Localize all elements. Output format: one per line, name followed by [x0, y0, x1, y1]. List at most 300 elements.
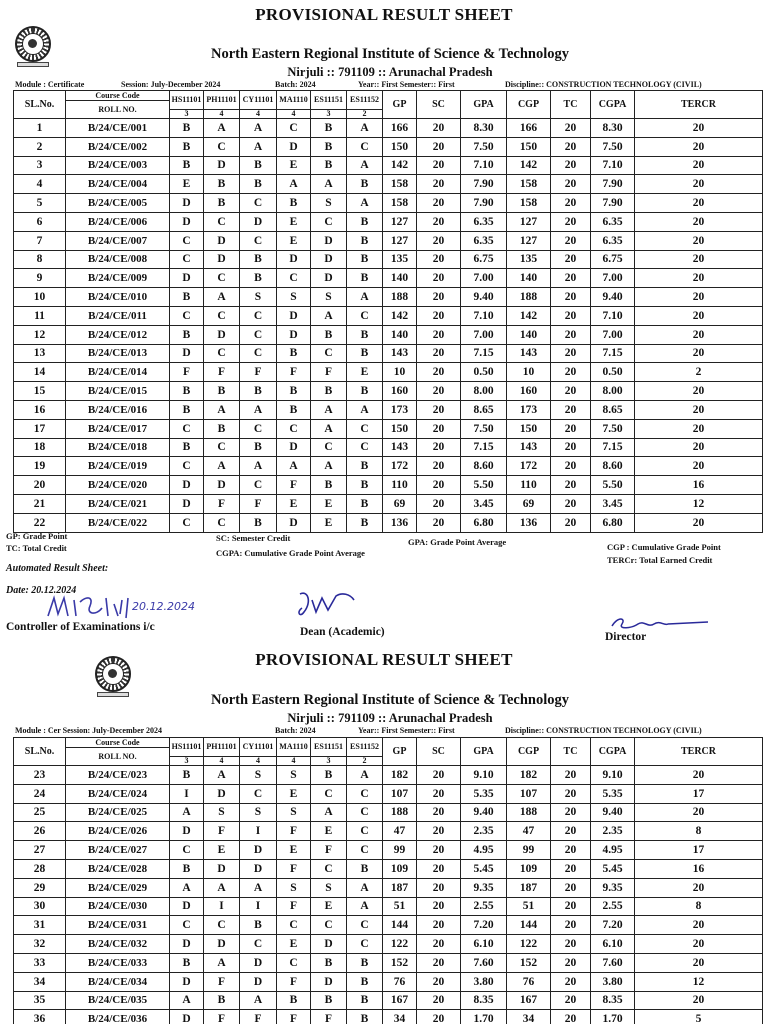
grade-ma1110: B — [277, 382, 311, 401]
gp-cell: 160 — [383, 382, 417, 401]
grade-hs11101: B — [170, 137, 204, 156]
tc-cell: 20 — [551, 972, 591, 991]
sc-header: SC — [417, 91, 461, 119]
table-row — [14, 878, 763, 897]
sc-cell: 20 — [417, 325, 461, 344]
legend-gpa: GPA: Grade Point Average — [408, 537, 507, 547]
course-code-ma1110: MA1110 — [277, 738, 311, 757]
tercr-cell: 16 — [635, 859, 763, 878]
grade-es11152: B — [347, 476, 383, 495]
sl-no-cell: 11 — [14, 306, 66, 325]
grade-hs11101: C — [170, 419, 204, 438]
grade-hs11101: E — [170, 175, 204, 194]
grade-cy11101: S — [240, 288, 277, 307]
discipline-label-2: Discipline:: CONSTRUCTION TECHNOLOGY (CIVIL) — [505, 726, 702, 735]
gpa-cell: 9.40 — [461, 288, 507, 307]
dean-label: Dean (Academic) — [300, 626, 385, 638]
gpa-cell: 7.90 — [461, 194, 507, 213]
sc-cell: 20 — [417, 344, 461, 363]
roll-no-cell: B/24/CE/011 — [66, 306, 170, 325]
gp-cell: 173 — [383, 400, 417, 419]
sl-no-cell: 29 — [14, 878, 66, 897]
cgpa-cell: 7.90 — [591, 194, 635, 213]
sl-no-cell: 17 — [14, 419, 66, 438]
cgp-header: CGP — [507, 91, 551, 119]
course-code-ma1110: MA1110 — [277, 91, 311, 110]
grade-es11152: B — [347, 494, 383, 513]
tercr-cell: 20 — [635, 991, 763, 1010]
cgp-cell: 127 — [507, 212, 551, 231]
grade-hs11101: D — [170, 1010, 204, 1024]
table-row — [14, 269, 763, 288]
table-row — [14, 859, 763, 878]
grade-ph11101: B — [204, 419, 240, 438]
gpa-cell: 9.40 — [461, 803, 507, 822]
grade-ph11101: D — [204, 784, 240, 803]
sl-no-cell: 20 — [14, 476, 66, 495]
course-code-ph11101: PH11101 — [204, 738, 240, 757]
tc-cell: 20 — [551, 137, 591, 156]
tc-cell: 20 — [551, 363, 591, 382]
grade-ph11101: B — [204, 175, 240, 194]
roll-no-cell: B/24/CE/014 — [66, 363, 170, 382]
sl-no-cell: 15 — [14, 382, 66, 401]
semester-label: Year:: First Semester:: First — [358, 80, 455, 89]
tc-cell: 20 — [551, 916, 591, 935]
tercr-cell: 12 — [635, 972, 763, 991]
gp-cell: 109 — [383, 859, 417, 878]
table-row — [14, 972, 763, 991]
roll-no-cell: B/24/CE/012 — [66, 325, 170, 344]
grade-hs11101: D — [170, 269, 204, 288]
sl-no-cell: 27 — [14, 841, 66, 860]
sl-no-cell: 22 — [14, 513, 66, 532]
grade-ph11101: C — [204, 212, 240, 231]
tercr-cell: 20 — [635, 119, 763, 138]
cgpa-cell: 7.50 — [591, 419, 635, 438]
grade-es11151: B — [311, 991, 347, 1010]
sc-cell: 20 — [417, 784, 461, 803]
gpa-cell: 7.15 — [461, 344, 507, 363]
gpa-cell: 8.60 — [461, 457, 507, 476]
grade-ma1110: D — [277, 325, 311, 344]
tercr-cell: 20 — [635, 325, 763, 344]
gp-cell: 158 — [383, 194, 417, 213]
cgp-cell: 187 — [507, 878, 551, 897]
gp-cell: 142 — [383, 156, 417, 175]
grade-es11151: C — [311, 916, 347, 935]
grade-ma1110: B — [277, 194, 311, 213]
grade-ph11101: A — [204, 288, 240, 307]
grade-ma1110: C — [277, 119, 311, 138]
gpa-cell: 7.15 — [461, 438, 507, 457]
tercr-cell: 20 — [635, 400, 763, 419]
grade-hs11101: I — [170, 784, 204, 803]
grade-hs11101: D — [170, 897, 204, 916]
director-label: Director — [605, 631, 647, 643]
grade-es11152: C — [347, 841, 383, 860]
tc-cell: 20 — [551, 156, 591, 175]
grade-es11152: C — [347, 935, 383, 954]
tercr-cell: 20 — [635, 438, 763, 457]
course-code-header: Course Code — [66, 91, 170, 101]
cgp-cell: 143 — [507, 438, 551, 457]
grade-ph11101: D — [204, 250, 240, 269]
grade-cy11101: B — [240, 382, 277, 401]
table-row — [14, 457, 763, 476]
sl-no-cell: 35 — [14, 991, 66, 1010]
grade-cy11101: B — [240, 513, 277, 532]
sl-no-cell: 30 — [14, 897, 66, 916]
tercr-cell: 20 — [635, 306, 763, 325]
tc-cell: 20 — [551, 991, 591, 1010]
sc-cell: 20 — [417, 766, 461, 785]
grade-es11151: B — [311, 156, 347, 175]
grade-es11152: A — [347, 400, 383, 419]
table-row — [14, 156, 763, 175]
sc-cell: 20 — [417, 935, 461, 954]
cgpa-cell: 7.20 — [591, 916, 635, 935]
grade-ma1110: F — [277, 822, 311, 841]
grade-cy11101: C — [240, 935, 277, 954]
grade-cy11101: C — [240, 231, 277, 250]
tercr-cell: 20 — [635, 212, 763, 231]
cgpa-cell: 7.00 — [591, 269, 635, 288]
table-row — [14, 306, 763, 325]
sc-cell: 20 — [417, 400, 461, 419]
tercr-cell: 20 — [635, 250, 763, 269]
gp-cell: 158 — [383, 175, 417, 194]
grade-cy11101: C — [240, 419, 277, 438]
cgpa-cell: 0.50 — [591, 363, 635, 382]
cgpa-cell: 6.10 — [591, 935, 635, 954]
cgp-cell: 140 — [507, 325, 551, 344]
legend-cgp: CGP : Cumulative Grade Point — [607, 542, 721, 552]
sl-no-cell: 10 — [14, 288, 66, 307]
sl-no-cell: 26 — [14, 822, 66, 841]
tc-cell: 20 — [551, 306, 591, 325]
cgp-cell: 34 — [507, 1010, 551, 1024]
tercr-cell: 20 — [635, 344, 763, 363]
gp-cell: 47 — [383, 822, 417, 841]
sc-cell: 20 — [417, 288, 461, 307]
sc-cell: 20 — [417, 438, 461, 457]
cgp-header: CGP — [507, 738, 551, 766]
grade-es11152: B — [347, 250, 383, 269]
discipline-label: Discipline:: CONSTRUCTION TECHNOLOGY (CIVIL) — [505, 80, 702, 89]
cgpa-cell: 7.00 — [591, 325, 635, 344]
gp-cell: 143 — [383, 438, 417, 457]
grade-ma1110: C — [277, 269, 311, 288]
grade-hs11101: B — [170, 766, 204, 785]
sc-cell: 20 — [417, 878, 461, 897]
roll-no-header: ROLL NO. — [66, 101, 170, 119]
grade-cy11101: C — [240, 306, 277, 325]
grade-es11152: B — [347, 953, 383, 972]
grade-es11152: B — [347, 325, 383, 344]
cgpa-cell: 9.40 — [591, 288, 635, 307]
grade-cy11101: D — [240, 841, 277, 860]
gpa-cell: 6.35 — [461, 231, 507, 250]
cgp-cell: 188 — [507, 288, 551, 307]
grade-hs11101: D — [170, 212, 204, 231]
institute-address: Nirjuli :: 791109 :: Arunachal Pradesh — [287, 65, 493, 79]
sc-cell: 20 — [417, 476, 461, 495]
grade-ph11101: C — [204, 269, 240, 288]
grade-cy11101: B — [240, 175, 277, 194]
grade-es11152: C — [347, 306, 383, 325]
cgpa-cell: 3.45 — [591, 494, 635, 513]
grade-hs11101: B — [170, 438, 204, 457]
grade-es11151: C — [311, 784, 347, 803]
tc-cell: 20 — [551, 438, 591, 457]
sc-cell: 20 — [417, 419, 461, 438]
roll-no-cell: B/24/CE/032 — [66, 935, 170, 954]
grade-ma1110: C — [277, 916, 311, 935]
grade-ph11101: C — [204, 438, 240, 457]
sl-no-cell: 16 — [14, 400, 66, 419]
grade-ma1110: B — [277, 344, 311, 363]
sl-no-cell: 33 — [14, 953, 66, 972]
course-code-es11151: ES11151 — [311, 738, 347, 757]
table-row — [14, 841, 763, 860]
tercr-header: TERCR — [635, 738, 763, 766]
grade-hs11101: D — [170, 476, 204, 495]
grade-ma1110: E — [277, 231, 311, 250]
roll-no-cell: B/24/CE/002 — [66, 137, 170, 156]
gpa-cell: 7.00 — [461, 269, 507, 288]
cgp-cell: 158 — [507, 194, 551, 213]
tc-cell: 20 — [551, 175, 591, 194]
cgpa-cell: 1.70 — [591, 1010, 635, 1024]
table-row — [14, 438, 763, 457]
grade-ph11101: B — [204, 991, 240, 1010]
table-row — [14, 231, 763, 250]
grade-es11151: A — [311, 306, 347, 325]
tercr-cell: 20 — [635, 288, 763, 307]
sc-cell: 20 — [417, 250, 461, 269]
grade-ma1110: S — [277, 766, 311, 785]
handwritten-date: 20.12.2024 — [132, 600, 195, 613]
cgp-cell: 140 — [507, 269, 551, 288]
grade-ma1110: A — [277, 175, 311, 194]
gpa-header: GPA — [461, 91, 507, 119]
grade-es11151: B — [311, 119, 347, 138]
sl-no-cell: 31 — [14, 916, 66, 935]
cgpa-cell: 6.35 — [591, 231, 635, 250]
grade-hs11101: A — [170, 878, 204, 897]
sl-no-cell: 13 — [14, 344, 66, 363]
gpa-cell: 7.10 — [461, 156, 507, 175]
cgp-cell: 143 — [507, 344, 551, 363]
roll-no-cell: B/24/CE/026 — [66, 822, 170, 841]
cgp-cell: 47 — [507, 822, 551, 841]
grade-cy11101: A — [240, 119, 277, 138]
grade-ph11101: A — [204, 878, 240, 897]
grade-es11152: E — [347, 363, 383, 382]
session-label: Session: July-December 2024 — [121, 80, 221, 89]
grade-ph11101: D — [204, 325, 240, 344]
gp-cell: 187 — [383, 878, 417, 897]
grade-hs11101: C — [170, 250, 204, 269]
tercr-cell: 17 — [635, 841, 763, 860]
grade-ma1110: F — [277, 1010, 311, 1024]
table-row — [14, 137, 763, 156]
grade-hs11101: B — [170, 400, 204, 419]
cgpa-cell: 2.35 — [591, 822, 635, 841]
cgp-cell: 109 — [507, 859, 551, 878]
roll-no-cell: B/24/CE/007 — [66, 231, 170, 250]
tc-cell: 20 — [551, 935, 591, 954]
sc-cell: 20 — [417, 803, 461, 822]
gpa-cell: 5.35 — [461, 784, 507, 803]
cgpa-cell: 6.80 — [591, 513, 635, 532]
grade-ma1110: S — [277, 803, 311, 822]
sc-cell: 20 — [417, 306, 461, 325]
gpa-cell: 8.65 — [461, 400, 507, 419]
grade-es11151: B — [311, 325, 347, 344]
grade-cy11101: A — [240, 878, 277, 897]
grade-es11151: F — [311, 1010, 347, 1024]
roll-no-cell: B/24/CE/006 — [66, 212, 170, 231]
course-code-es11152: ES11152 — [347, 91, 383, 110]
grade-es11151: F — [311, 841, 347, 860]
table-row — [14, 916, 763, 935]
cgpa-cell: 8.60 — [591, 457, 635, 476]
grade-hs11101: B — [170, 325, 204, 344]
tc-cell: 20 — [551, 953, 591, 972]
table-row — [14, 953, 763, 972]
table-row — [14, 363, 763, 382]
course-credit: 4 — [277, 757, 311, 766]
sc-cell: 20 — [417, 859, 461, 878]
grade-es11151: D — [311, 972, 347, 991]
table-row — [14, 935, 763, 954]
grade-hs11101: F — [170, 363, 204, 382]
tc-cell: 20 — [551, 513, 591, 532]
cgpa-cell: 7.90 — [591, 175, 635, 194]
cgp-cell: 166 — [507, 119, 551, 138]
table-row — [14, 991, 763, 1010]
sc-cell: 20 — [417, 212, 461, 231]
table-row — [14, 822, 763, 841]
roll-no-cell: B/24/CE/030 — [66, 897, 170, 916]
semester-label-2: Year:: First Semester:: First — [358, 726, 455, 735]
grade-hs11101: B — [170, 119, 204, 138]
tercr-cell: 20 — [635, 175, 763, 194]
grade-es11151: C — [311, 438, 347, 457]
grade-hs11101: B — [170, 953, 204, 972]
tc-cell: 20 — [551, 419, 591, 438]
course-credit: 2 — [347, 757, 383, 766]
tc-cell: 20 — [551, 269, 591, 288]
gpa-cell: 9.10 — [461, 766, 507, 785]
cgp-cell: 76 — [507, 972, 551, 991]
course-credit: 3 — [311, 757, 347, 766]
sc-cell: 20 — [417, 972, 461, 991]
grade-hs11101: C — [170, 457, 204, 476]
grade-es11151: E — [311, 494, 347, 513]
grade-hs11101: D — [170, 822, 204, 841]
result-sheet-title-2: PROVISIONAL RESULT SHEET — [255, 650, 513, 669]
gp-cell: 144 — [383, 916, 417, 935]
tc-cell: 20 — [551, 344, 591, 363]
cgpa-cell: 8.65 — [591, 400, 635, 419]
roll-no-cell: B/24/CE/028 — [66, 859, 170, 878]
grade-es11152: B — [347, 344, 383, 363]
legend-sc: SC: Semester Credit — [216, 533, 291, 543]
grade-hs11101: C — [170, 231, 204, 250]
table-row — [14, 212, 763, 231]
sl-no-cell: 25 — [14, 803, 66, 822]
gpa-cell: 5.50 — [461, 476, 507, 495]
roll-no-cell: B/24/CE/004 — [66, 175, 170, 194]
tc-cell: 20 — [551, 859, 591, 878]
cgpa-cell: 7.15 — [591, 344, 635, 363]
gpa-cell: 8.35 — [461, 991, 507, 1010]
tercr-cell: 20 — [635, 231, 763, 250]
grade-ph11101: F — [204, 822, 240, 841]
roll-no-cell: B/24/CE/017 — [66, 419, 170, 438]
gpa-cell: 6.35 — [461, 212, 507, 231]
sc-cell: 20 — [417, 119, 461, 138]
grade-cy11101: F — [240, 494, 277, 513]
gpa-cell: 5.45 — [461, 859, 507, 878]
sc-cell: 20 — [417, 194, 461, 213]
cgp-cell: 142 — [507, 306, 551, 325]
cgpa-cell: 8.00 — [591, 382, 635, 401]
gpa-cell: 6.80 — [461, 513, 507, 532]
cgpa-cell: 7.10 — [591, 156, 635, 175]
grade-es11152: B — [347, 1010, 383, 1024]
sl-no-cell: 8 — [14, 250, 66, 269]
sc-cell: 20 — [417, 1010, 461, 1024]
gpa-cell: 7.50 — [461, 419, 507, 438]
grade-ma1110: E — [277, 494, 311, 513]
course-code-header: Course Code — [66, 738, 170, 748]
tercr-cell: 8 — [635, 897, 763, 916]
grade-cy11101: A — [240, 400, 277, 419]
course-credit: 4 — [204, 110, 240, 119]
sl-no-cell: 9 — [14, 269, 66, 288]
gp-cell: 182 — [383, 766, 417, 785]
sl-no-cell: 19 — [14, 457, 66, 476]
gp-cell: 136 — [383, 513, 417, 532]
grade-es11152: A — [347, 897, 383, 916]
course-credit: 3 — [170, 757, 204, 766]
course-credit: 4 — [240, 757, 277, 766]
automated-note: Automated Result Sheet: — [6, 563, 109, 574]
grade-ma1110: D — [277, 513, 311, 532]
grade-es11151: B — [311, 382, 347, 401]
tc-cell: 20 — [551, 841, 591, 860]
tercr-cell: 20 — [635, 156, 763, 175]
cgp-cell: 173 — [507, 400, 551, 419]
grade-cy11101: I — [240, 897, 277, 916]
gpa-cell: 7.60 — [461, 953, 507, 972]
sl-no-cell: 2 — [14, 137, 66, 156]
cgp-cell: 160 — [507, 382, 551, 401]
grade-es11152: C — [347, 803, 383, 822]
course-credit: 3 — [311, 110, 347, 119]
legend-tercr: TERCr: Total Earned Credit — [607, 555, 713, 565]
sc-cell: 20 — [417, 513, 461, 532]
cgp-cell: 188 — [507, 803, 551, 822]
grade-cy11101: D — [240, 953, 277, 972]
cgpa-cell: 7.60 — [591, 953, 635, 972]
roll-no-cell: B/24/CE/003 — [66, 156, 170, 175]
grade-ma1110: F — [277, 897, 311, 916]
